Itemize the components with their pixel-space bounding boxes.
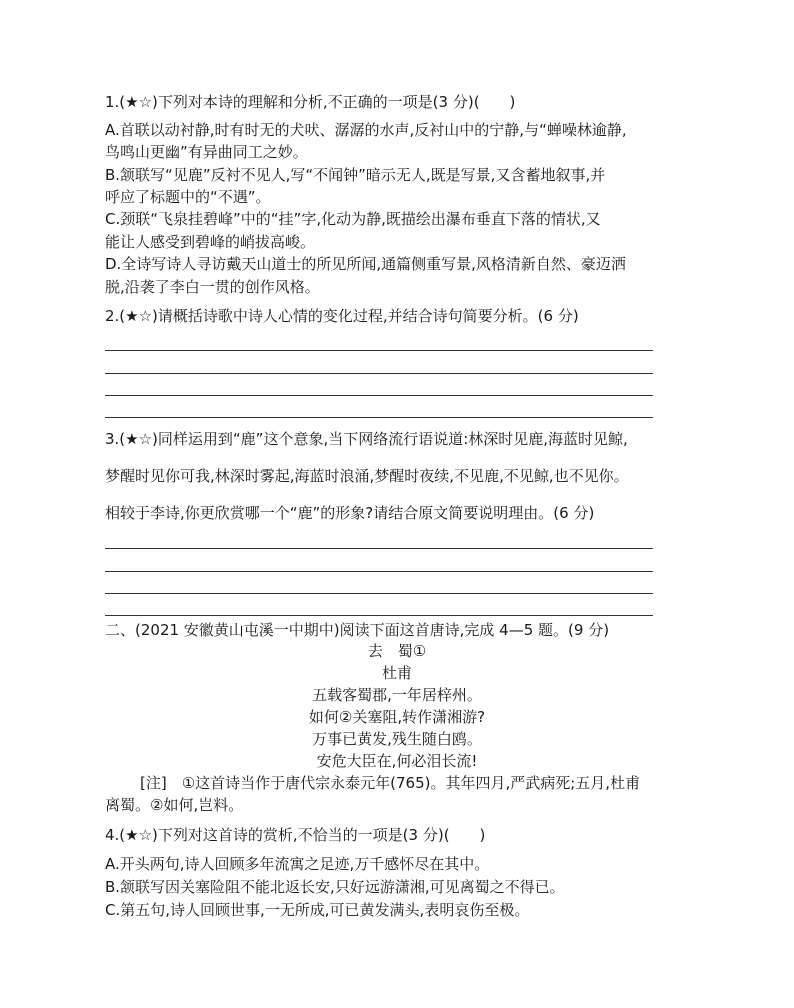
q3-line1: 3.(★☆)同样运用到“鹿”这个意象,当下网络流行语说道:林深时见鹿,海蓝时见鲸,: [105, 430, 628, 448]
q3-answer-line-1: [105, 548, 653, 549]
q1-option-c-line2: 能让人感受到碧峰的峭拔高峻。: [105, 233, 316, 251]
q3-answer-line-2: [105, 571, 653, 572]
q1-option-b-line1: B.颔联写“见鹿”反衬不见人,写“不闻钟”暗示无人,既是写景,又含蓄地叙事,并: [105, 166, 606, 184]
poem-note-line1: [注] ①这首诗当作于唐代宗永泰元年(765)。其年四月,严武病死;五月,杜甫: [140, 774, 641, 792]
q1-stem: 1.(★☆)下列对本诗的理解和分析,不正确的一项是(3 分)( ): [105, 93, 516, 111]
q3-answer-line-4: [105, 615, 653, 616]
q4-option-b: B.颔联写因关塞险阻不能北返长安,只好远游潇湘,可见离蜀之不得已。: [105, 878, 565, 896]
q2-answer-line-3: [105, 395, 653, 396]
q4-option-c: C.第五句,诗人回顾世事,一无所成,可已黄发满头,表明哀伤至极。: [105, 901, 530, 919]
poem-line-2: 如何②关塞阻,转作潇湘游?: [308, 708, 486, 726]
section2-heading: 二、(2021 安徽黄山屯溪一中期中)阅读下面这首唐诗,完成 4—5 题。(9 分): [105, 621, 610, 639]
q4-stem: 4.(★☆)下列对这首诗的赏析,不恰当的一项是(3 分)( ): [105, 826, 486, 844]
poem-line-4: 安危大臣在,何必泪长流!: [316, 752, 478, 770]
q1-option-c-line1: C.颈联“飞泉挂碧峰”中的“挂”字,化动为静,既描绘出瀑布垂直下落的情状,又: [105, 210, 601, 228]
q3-line2: 梦醒时见你可我,林深时雾起,海蓝时浪涌,梦醒时夜续,不见鹿,不见鲸,也不见你。: [105, 467, 629, 485]
q2-stem: 2.(★☆)请概括诗歌中诗人心情的变化过程,并结合诗句简要分析。(6 分): [105, 307, 579, 325]
poem-line-1: 五载客蜀郡,一年居梓州。: [312, 686, 482, 704]
q3-answer-line-3: [105, 593, 653, 594]
q1-option-a-line1: A.首联以动衬静,时有时无的犬吠、潺潺的水声,反衬山中的宁静,与“蝉噪林逾静,: [105, 121, 627, 139]
q1-option-b-line2: 呼应了标题中的“不遇”。: [105, 188, 271, 206]
q4-option-a: A.开头两句,诗人回顾多年流寓之足迹,万千感怀尽在其中。: [105, 855, 490, 873]
q1-option-d-line2: 脱,沿袭了李白一贯的创作风格。: [105, 278, 320, 296]
poem-line-3: 万事已黄发,残生随白鸥。: [312, 730, 482, 748]
q2-answer-line-2: [105, 373, 653, 374]
q2-answer-line-1: [105, 350, 653, 351]
q1-option-d-line1: D.全诗写诗人寻访戴天山道士的所见所闻,通篇侧重写景,风格清新自然、豪迈洒: [105, 255, 626, 273]
poem-title: 去 蜀①: [367, 642, 427, 660]
poem-note-line2: 离蜀。②如何,岂料。: [105, 796, 244, 814]
q2-answer-line-4: [105, 417, 653, 418]
q1-option-a-line2: 鸟鸣山更幽”有异曲同工之妙。: [105, 143, 308, 161]
q3-line3: 相较于李诗,你更欣赏哪一个“鹿”的形象?请结合原文简要说明理由。(6 分): [105, 504, 595, 522]
poem-author: 杜甫: [381, 664, 412, 682]
